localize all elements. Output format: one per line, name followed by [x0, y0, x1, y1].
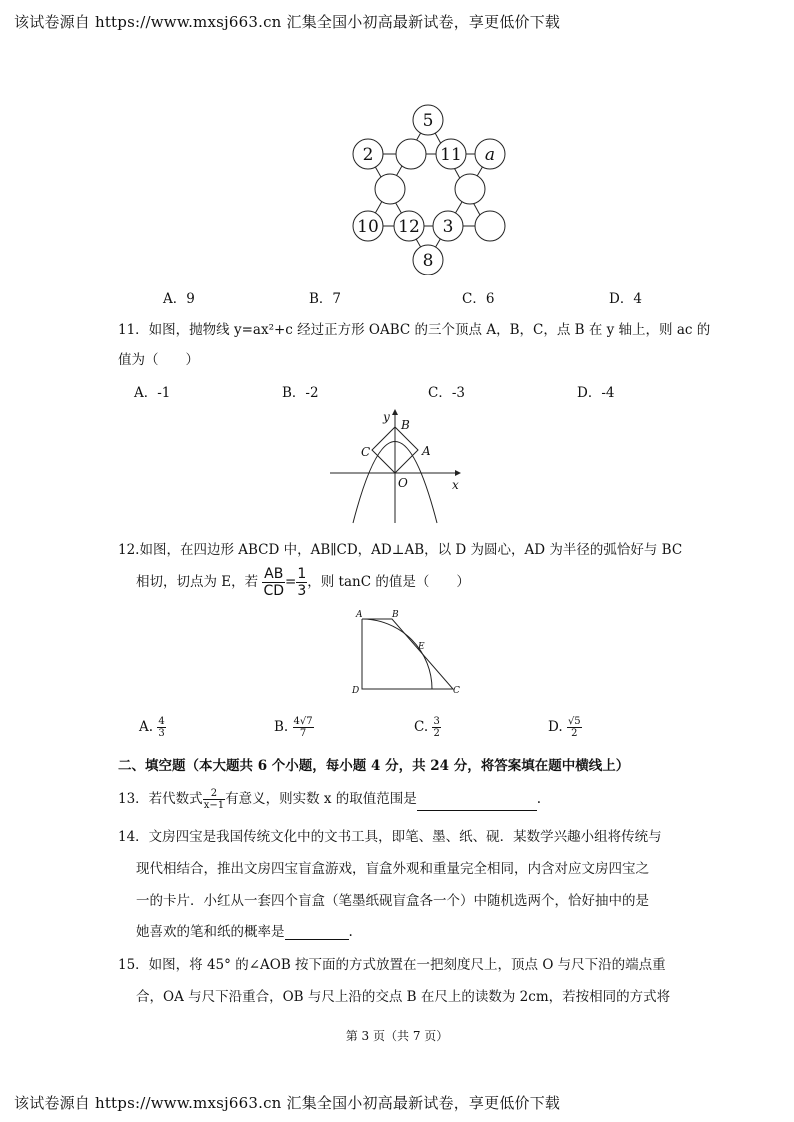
fraction-numerator: 3	[433, 716, 440, 727]
label-x: x	[452, 478, 459, 492]
q11-line2: 值为（ ）	[118, 352, 199, 368]
option-label: A.	[139, 719, 154, 735]
circle-label: 3	[442, 217, 454, 237]
option-label: B.	[274, 719, 289, 735]
q13-post: 有意义，则实数 x 的取值范围是	[225, 791, 417, 807]
q15-line2: 合，OA 与尺下沿重合，OB 与尺上沿的交点 B 在尺上的读数为 2cm，若按相同的方式将	[136, 989, 671, 1005]
option-fraction	[432, 716, 440, 739]
circle-label: 12	[398, 217, 420, 237]
fraction-denominator: CD	[263, 583, 285, 599]
fraction-numerator: 1	[297, 566, 307, 582]
q10-option-b: B．7	[309, 291, 342, 307]
label-e: E	[418, 642, 425, 652]
option-label: D.	[548, 719, 563, 735]
q12-line1: 12.如图，在四边形 ABCD 中，AB∥CD，AD⊥AB，以 D 为圆心，AD 为半径的弧恰好与 BC	[118, 542, 683, 558]
q11-line1: 11．如图，抛物线 y=ax²+c 经过正方形 OABC 的三个顶点 A，B，C，点 B 在 y 轴上，则 ac 的	[118, 322, 711, 338]
q12-line2-pre: 相切，切点为 E，若	[136, 574, 259, 590]
q13-answer-blank[interactable]	[417, 796, 537, 811]
q11-option-c: C．-3	[428, 385, 465, 401]
option-fraction	[293, 716, 314, 739]
arc-ad	[362, 619, 432, 689]
q14-line3: 一的卡片．小红从一套四个盲盒（笔墨纸砚盲盒各一个）中随机选两个，恰好抽中的是	[136, 893, 649, 909]
q11-option-b: B．-2	[282, 385, 319, 401]
q13-end: .	[536, 791, 542, 807]
section2-heading: 二、填空题（本大题共 6 个小题，每小题 4 分，共 24 分，将答案填在题中横线上）	[118, 758, 630, 774]
quadrilateral-figure	[350, 605, 465, 697]
q12-option-c	[414, 716, 441, 739]
q14-answer-blank[interactable]	[285, 925, 349, 940]
fraction-denominator: 3	[158, 728, 165, 739]
label-c: C	[361, 445, 371, 459]
q14-line2: 现代相结合，推出文房四宝盲盒游戏，盲盒外观和重量完全相同，内含对应文房四宝之	[136, 861, 649, 877]
fraction-numerator: 2	[203, 788, 225, 800]
q15-line1: 15．如图，将 45° 的∠AOB 按下面的方式放置在一把刻度尺上，顶点 O 与尺下沿的端点重	[118, 957, 666, 973]
circle-blank-1	[396, 139, 426, 169]
q12-option-d	[548, 716, 582, 739]
label-b: B	[392, 610, 399, 620]
label-o: O	[398, 476, 408, 490]
circle-label: 2	[362, 145, 374, 165]
fraction-numerator: √5	[567, 716, 581, 727]
q13-pre: 13．若代数式	[118, 791, 203, 807]
label-b: B	[401, 418, 410, 432]
q10-option-a: A．9	[163, 291, 195, 307]
q11-option-d: D．-4	[577, 385, 615, 401]
q13-line	[118, 787, 541, 811]
fraction-denominator: 2	[433, 728, 440, 739]
q12-line2	[136, 566, 470, 599]
circle-label: 8	[422, 251, 434, 271]
q12-fraction-one-third	[296, 566, 307, 599]
q12-option-a	[139, 716, 166, 739]
q12-fraction-ab-cd	[262, 566, 285, 599]
label-d: D	[352, 686, 360, 696]
fraction-numerator: 4	[158, 716, 165, 727]
circle-label: 11	[440, 145, 462, 165]
circle-label: a	[484, 145, 496, 165]
q12-option-b	[274, 716, 314, 739]
fraction-denominator: 3	[297, 583, 307, 599]
circle-label: 10	[357, 217, 379, 237]
equals-sign: =	[285, 574, 297, 590]
label-a: A	[422, 444, 431, 458]
q14-line1: 14．文房四宝是我国传统文化中的文书工具，即笔、墨、纸、砚．某数学兴趣小组将传统与	[118, 829, 662, 845]
fraction-denominator: x−1	[203, 800, 225, 811]
q10-option-d: D．4	[609, 291, 642, 307]
option-label: C.	[414, 719, 429, 735]
circle-blank-4	[475, 211, 505, 241]
q14-line4	[136, 920, 353, 940]
star-figure	[350, 100, 520, 275]
q10-option-c: C．6	[462, 291, 495, 307]
circle-blank-2	[375, 174, 405, 204]
top-banner: 该试卷源自 https://www.mxsj663.cn 汇集全国小初高最新试卷，享更低价下载	[14, 13, 561, 31]
circle-label: 5	[422, 111, 434, 131]
quadrilateral-abcd	[362, 619, 453, 689]
q14-line4-text: 她喜欢的笔和纸的概率是	[136, 924, 285, 940]
q13-fraction	[203, 788, 225, 811]
fraction-denominator: 7	[299, 728, 307, 739]
fraction-numerator: AB	[264, 566, 284, 582]
fraction-numerator: 4√7	[293, 716, 313, 727]
label-a: A	[356, 610, 363, 620]
page-footer: 第 3 页（共 7 页）	[345, 1029, 449, 1043]
q12-line2-post: ，则 tanC 的值是（ ）	[307, 574, 470, 590]
label-y: y	[383, 410, 390, 424]
q14-end: .	[348, 924, 353, 940]
circle-blank-3	[455, 174, 485, 204]
fraction-denominator: 2	[571, 728, 578, 739]
option-fraction	[157, 716, 165, 739]
parabola-figure	[325, 405, 475, 525]
label-c: C	[453, 686, 460, 696]
option-fraction	[567, 716, 582, 739]
bottom-banner: 该试卷源自 https://www.mxsj663.cn 汇集全国小初高最新试卷，享更低价下载	[14, 1094, 561, 1112]
q11-option-a: A．-1	[134, 385, 171, 401]
